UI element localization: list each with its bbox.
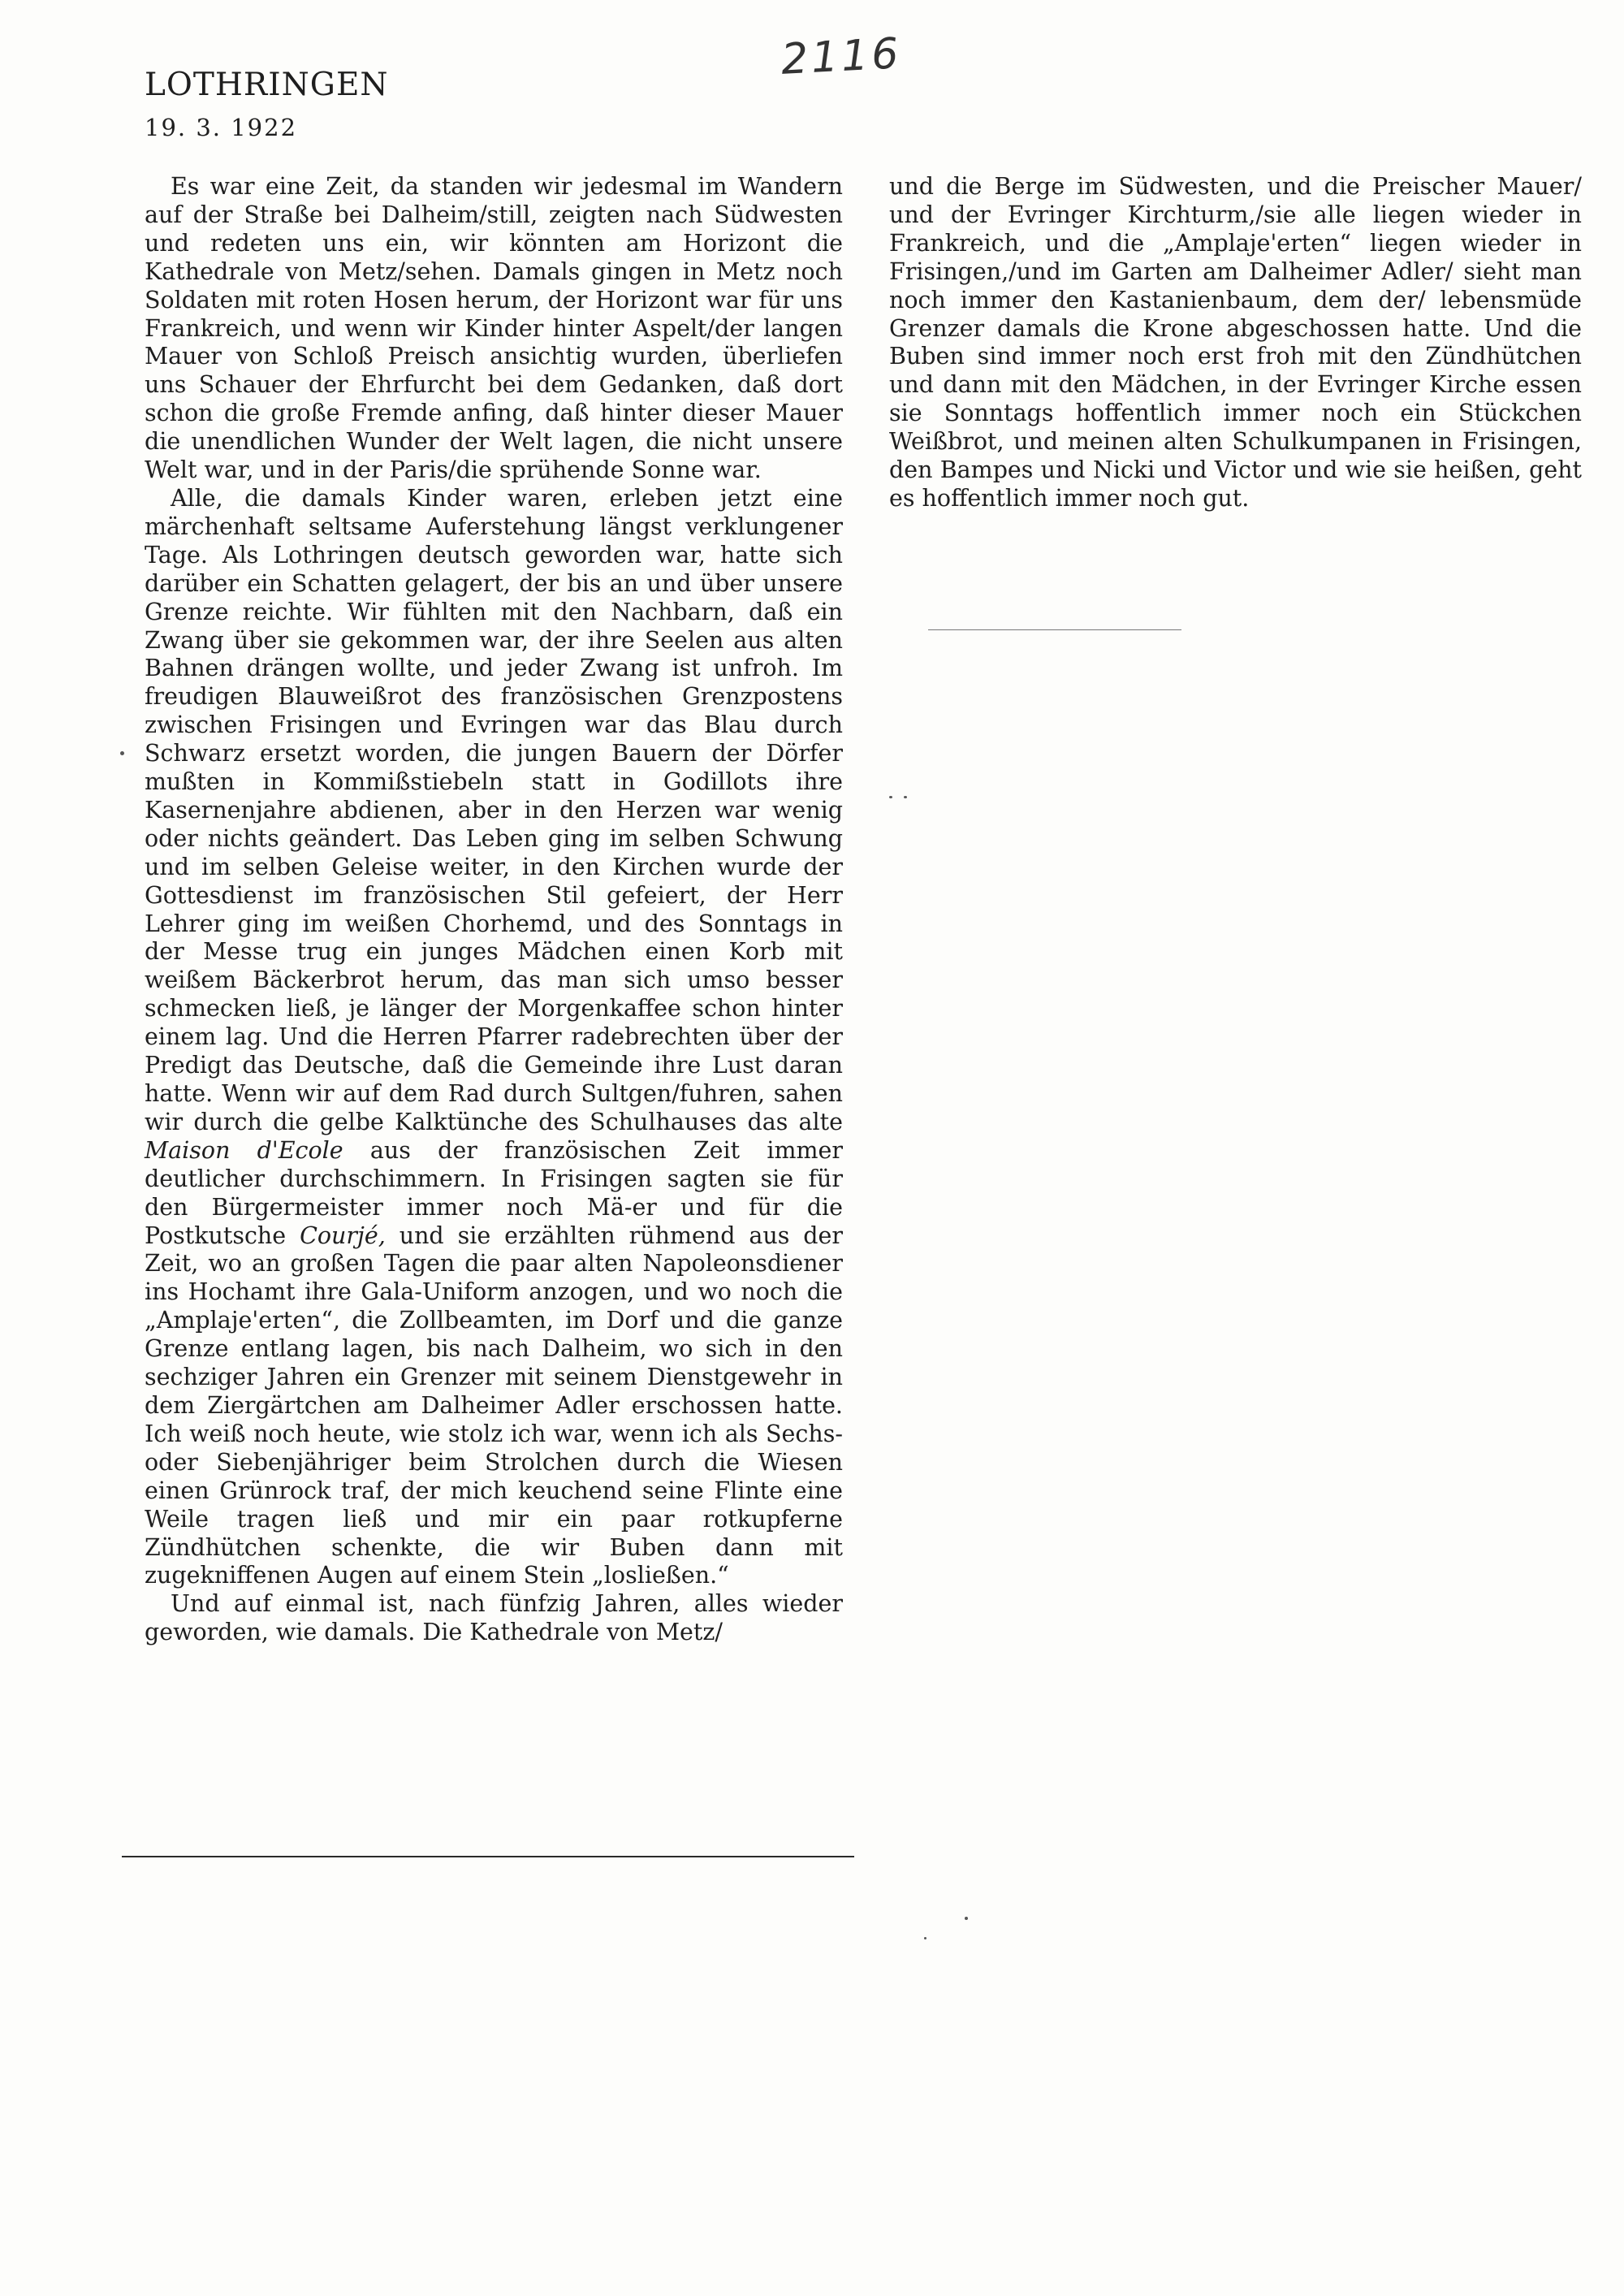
scan-speck [120,751,124,755]
handwritten-archive-number: 2116 [780,29,903,84]
article-date: 19. 3. 1922 [145,114,298,141]
paragraph-2-continued: aus der französischen Zeit immer deutlicher durchschimmern. In Frisingen sagten sie für den Bürgermeister immer noch Mä-er und für die Postkutsche [145,1136,844,1249]
scan-speck [924,1937,926,1939]
paragraph-1: Es war eine Zeit, da standen wir jedesmal im Wandern auf der Straße bei Dalheim/still, zeigten nach Südwesten und redeten uns ein, wir könnten am Horizont die Kathedrale von Metz/sehen. Damals gingen in Metz noch Soldaten mit roten Hosen herum, der Horizont war für uns Frankreich, und wenn wir Kinder hinter Aspelt/der langen Mauer von Schloß Preisch ansichtig wurden, überliefen uns Schauer der Ehrfurcht bei dem Gedanken, daß dort schon die große Fremde anfing, daß hinter dieser Mauer die unendlichen Wunder der Welt lagen, die nicht unsere Welt war, und in der Paris/die sprühende Sonne war. [145,173,843,484]
scan-speck [904,796,907,798]
courje-word: Courjé, [300,1222,386,1249]
paragraph-2 [145,485,843,1590]
maison-phrase: Maison d'Ecole [145,1136,343,1164]
end-rule [928,629,1181,630]
bottom-divider [122,1856,854,1857]
scan-speck [965,1917,968,1920]
paragraph-3: Und auf einmal ist, nach fünfzig Jahren, alles wieder geworden, wie damals. Die Kathedrale von Metz/ [145,1590,843,1646]
paragraph-2-text: Alle, die damals Kinder waren, erleben jetzt eine märchenhaft seltsame Auferstehung längst verklungener Tage. Als Lothringen deutsch geworden war, hatte sich darüber ein Schatten gelagert, der bis an und über unsere Grenze reichte. Wir fühlten mit den Nachbarn, daß ein Zwang über sie gekommen war, der ihre Seelen aus alten Bahnen drängen wollte, und jeder Zwang ist unfroh. Im freudigen Blauweißrot des französischen Grenzpostens zwischen Frisingen und Evringen war das Blau durch Schwarz ersetzt worden, die jungen Bauern der Dörfer mußten in Kommißstiebeln statt in Godillots ihre Kasernenjahre abdienen, aber in den Herzen war wenig oder nichts geändert. Das Leben ging im selben Schwung und im selben Geleise weiter, in den Kirchen wurde der Gottesdienst im französischen Stil gefeiert, der Herr Lehrer ging im weißen Chorhemd, und des Sonntags in der Messe trug ein junges Mädchen einen Korb mit weißem Bäckerbrot herum, das man sich umso besser schmecken ließ, je länger der Morgenkaffee schon hinter einem lag. Und die Herren Pfarrer radebrechten über der Predigt das Deutsche, daß die Gemeinde ihre Lust daran hatte. Wenn wir auf dem Rad durch Sultgen/fuhren, sahen wir durch die gelbe Kalktünche des Schulhauses das alte [145,484,843,1135]
paragraph-2-end: und sie erzählten rühmend aus der Zeit, wo an großen Tagen die paar alten Napoleonsdiener ins Hochamt ihre Gala-Uniform anzogen, und wo noch die „Amplaje'erten“, die Zollbeamten, im Dorf und die ganze Grenze entlang lagen, bis nach Dalheim, wo sich in den sechziger Jahren ein Grenzer mit seinem Dienstgewehr in dem Ziergärtchen am Dalheimer Adler erschossen hatte. Ich weiß noch heute, wie stolz ich war, wenn ich als Sechs- oder Siebenjähriger beim Strolchen durch die Wiesen einen Grünrock traf, der mich keuchend seine Flinte eine Weile tragen ließ und mir ein paar rotkupferne Zündhütchen schenkte, die wir Buben dann mit zugekniffenen Augen auf einem Stein „losließen.“ [145,1222,844,1589]
paragraph-4: und die Berge im Südwesten, und die Preischer Mauer/ und der Evringer Kirchturm,/sie alle liegen wieder in Frankreich, und die „Amplaje'erten“ liegen wieder in Frisingen,/und im Garten am Dalheimer Adler/ sieht man noch immer den Kastanienbaum, dem der/ lebensmüde Grenzer damals die Krone abgeschossen hatte. Und die Buben sind immer noch erst froh mit den Zündhütchen und dann mit den Mädchen, in der Evringer Kirche essen sie Sonntags hoffentlich immer noch ein Stückchen Weißbrot, und meinen alten Schulkumpanen in Frisingen, den Bampes und Nicki und Victor und wie sie heißen, geht es hoffentlich immer noch gut. [889,173,1582,512]
right-column [889,173,1582,513]
scan-speck [889,796,892,798]
article-title: LOTHRINGEN [145,67,389,103]
left-column [145,173,843,1647]
